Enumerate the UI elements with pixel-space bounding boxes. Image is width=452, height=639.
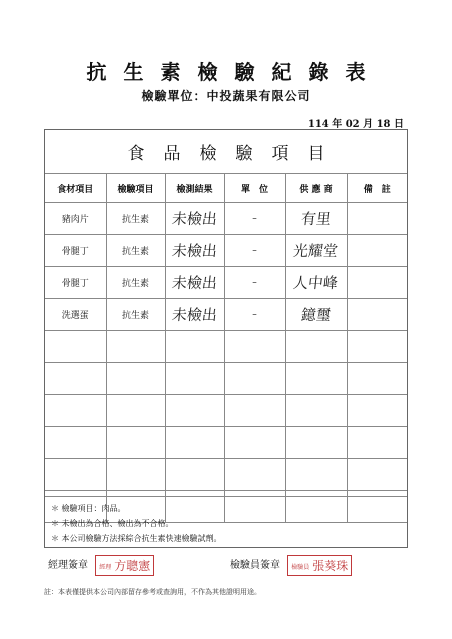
test-item-cell xyxy=(106,267,165,299)
food-item-cell-text: 骨腿丁 xyxy=(61,279,89,289)
table-row xyxy=(45,395,407,427)
note-cell xyxy=(347,459,407,491)
supplier-cell xyxy=(285,395,347,427)
food-item-cell xyxy=(45,427,106,459)
result-cell xyxy=(165,331,224,363)
inspector-label: 檢驗員簽章 xyxy=(230,560,280,571)
result-cell xyxy=(165,267,224,299)
note-cell xyxy=(347,331,407,363)
result-cell-text: 未檢出 xyxy=(170,274,218,292)
note-cell xyxy=(347,363,407,395)
supplier-cell xyxy=(285,363,347,395)
inspector-stamp xyxy=(287,555,352,576)
food-item-cell xyxy=(45,267,106,299)
supplier-cell-text: 光耀堂 xyxy=(292,242,340,260)
inspector-signature xyxy=(230,555,352,576)
test-item-cell xyxy=(106,235,165,267)
unit-cell xyxy=(224,363,285,395)
supplier-cell xyxy=(285,299,347,331)
result-cell xyxy=(165,459,224,491)
note-cell xyxy=(347,203,407,235)
result-cell xyxy=(165,363,224,395)
inspector-stamp-name: 張葵珠 xyxy=(312,559,349,573)
note-line: ＊ 檢驗項目：肉品。 xyxy=(51,504,126,513)
manager-label: 經理簽章 xyxy=(48,560,88,571)
supplier-cell xyxy=(285,331,347,363)
result-cell xyxy=(165,395,224,427)
food-item-cell xyxy=(45,235,106,267)
inspection-table xyxy=(45,173,407,523)
manager-stamp-tag: 經理 xyxy=(99,564,112,571)
result-cell-text: 未檢出 xyxy=(170,306,218,324)
note-cell xyxy=(347,395,407,427)
result-cell xyxy=(165,235,224,267)
supplier-cell xyxy=(285,203,347,235)
manager-stamp xyxy=(95,555,154,576)
unit-cell xyxy=(224,427,285,459)
food-item-cell-text: 洗選蛋 xyxy=(61,311,89,321)
inspection-form xyxy=(44,129,408,548)
notes-section xyxy=(45,496,407,548)
unit-cell xyxy=(224,235,285,267)
food-item-cell-text: 骨腿丁 xyxy=(61,247,89,257)
table-row xyxy=(45,299,407,331)
test-item-cell xyxy=(106,459,165,491)
food-item-cell xyxy=(45,395,106,427)
supplier-cell xyxy=(285,459,347,491)
col-test-item: 檢驗項目 xyxy=(106,174,165,203)
food-item-cell xyxy=(45,459,106,491)
supplier-cell xyxy=(285,267,347,299)
test-item-cell xyxy=(106,299,165,331)
unit-cell-text: – xyxy=(252,213,257,224)
table-row xyxy=(45,235,407,267)
test-item-cell xyxy=(106,427,165,459)
col-note: 備 註 xyxy=(347,174,407,203)
col-result: 檢測結果 xyxy=(165,174,224,203)
form-title: 食品檢驗項目 xyxy=(127,144,344,164)
table-row xyxy=(45,427,407,459)
food-item-cell xyxy=(45,331,106,363)
test-item-cell-text: 抗生素 xyxy=(121,215,149,225)
supplier-cell xyxy=(285,235,347,267)
test-item-cell xyxy=(106,363,165,395)
test-item-cell-text: 抗生素 xyxy=(121,311,149,321)
table-row xyxy=(45,331,407,363)
result-cell xyxy=(165,427,224,459)
result-cell xyxy=(165,299,224,331)
unit-cell xyxy=(224,267,285,299)
note-cell xyxy=(347,427,407,459)
test-item-cell xyxy=(106,203,165,235)
note-cell xyxy=(347,299,407,331)
unit-cell xyxy=(224,299,285,331)
footer-note: 註：本表僅提供本公司內部留存參考或查詢用，不作為其他證明用途。 xyxy=(44,588,261,596)
supplier-cell xyxy=(285,427,347,459)
document-title: 抗生素檢驗紀錄表 xyxy=(86,60,383,84)
food-item-cell-text: 豬肉片 xyxy=(61,215,89,225)
note-line: ＊ 本公司檢驗方法採綜合抗生素快速檢驗試劑。 xyxy=(51,534,222,543)
unit-cell xyxy=(224,203,285,235)
inspection-unit: 檢驗單位：中投蔬果有限公司 xyxy=(141,89,311,103)
food-item-cell xyxy=(45,363,106,395)
col-supplier: 供 應 商 xyxy=(285,174,347,203)
test-item-cell-text: 抗生素 xyxy=(121,247,149,257)
result-cell-text: 未檢出 xyxy=(170,242,218,260)
result-cell-text: 未檢出 xyxy=(170,210,218,228)
col-unit: 單 位 xyxy=(224,174,285,203)
supplier-cell-text: 有里 xyxy=(299,210,332,228)
test-item-cell xyxy=(106,331,165,363)
food-item-cell xyxy=(45,203,106,235)
supplier-cell-text: 鐿璽 xyxy=(299,306,332,324)
table-row xyxy=(45,363,407,395)
table-row xyxy=(45,203,407,235)
manager-stamp-name: 方聰憲 xyxy=(114,559,151,573)
note-line: ＊ 未檢出為合格、檢出為不合格。 xyxy=(51,519,174,528)
unit-cell xyxy=(224,395,285,427)
inspector-stamp-tag: 檢驗員 xyxy=(291,564,310,571)
unit-cell-text: – xyxy=(252,277,257,288)
unit-cell-text: – xyxy=(252,245,257,256)
supplier-cell-text: 人中峰 xyxy=(292,274,340,292)
unit-cell-text: – xyxy=(252,309,257,320)
table-row xyxy=(45,459,407,491)
table-row xyxy=(45,267,407,299)
unit-cell xyxy=(224,459,285,491)
result-cell xyxy=(165,203,224,235)
note-cell xyxy=(347,267,407,299)
table-header-row xyxy=(45,174,407,203)
note-cell xyxy=(347,235,407,267)
test-item-cell-text: 抗生素 xyxy=(121,279,149,289)
document-date: 114 年 02 月 18 日 xyxy=(307,119,404,130)
test-item-cell xyxy=(106,395,165,427)
col-food-item: 食材項目 xyxy=(45,174,106,203)
food-item-cell xyxy=(45,299,106,331)
manager-signature xyxy=(48,555,154,576)
unit-cell xyxy=(224,331,285,363)
